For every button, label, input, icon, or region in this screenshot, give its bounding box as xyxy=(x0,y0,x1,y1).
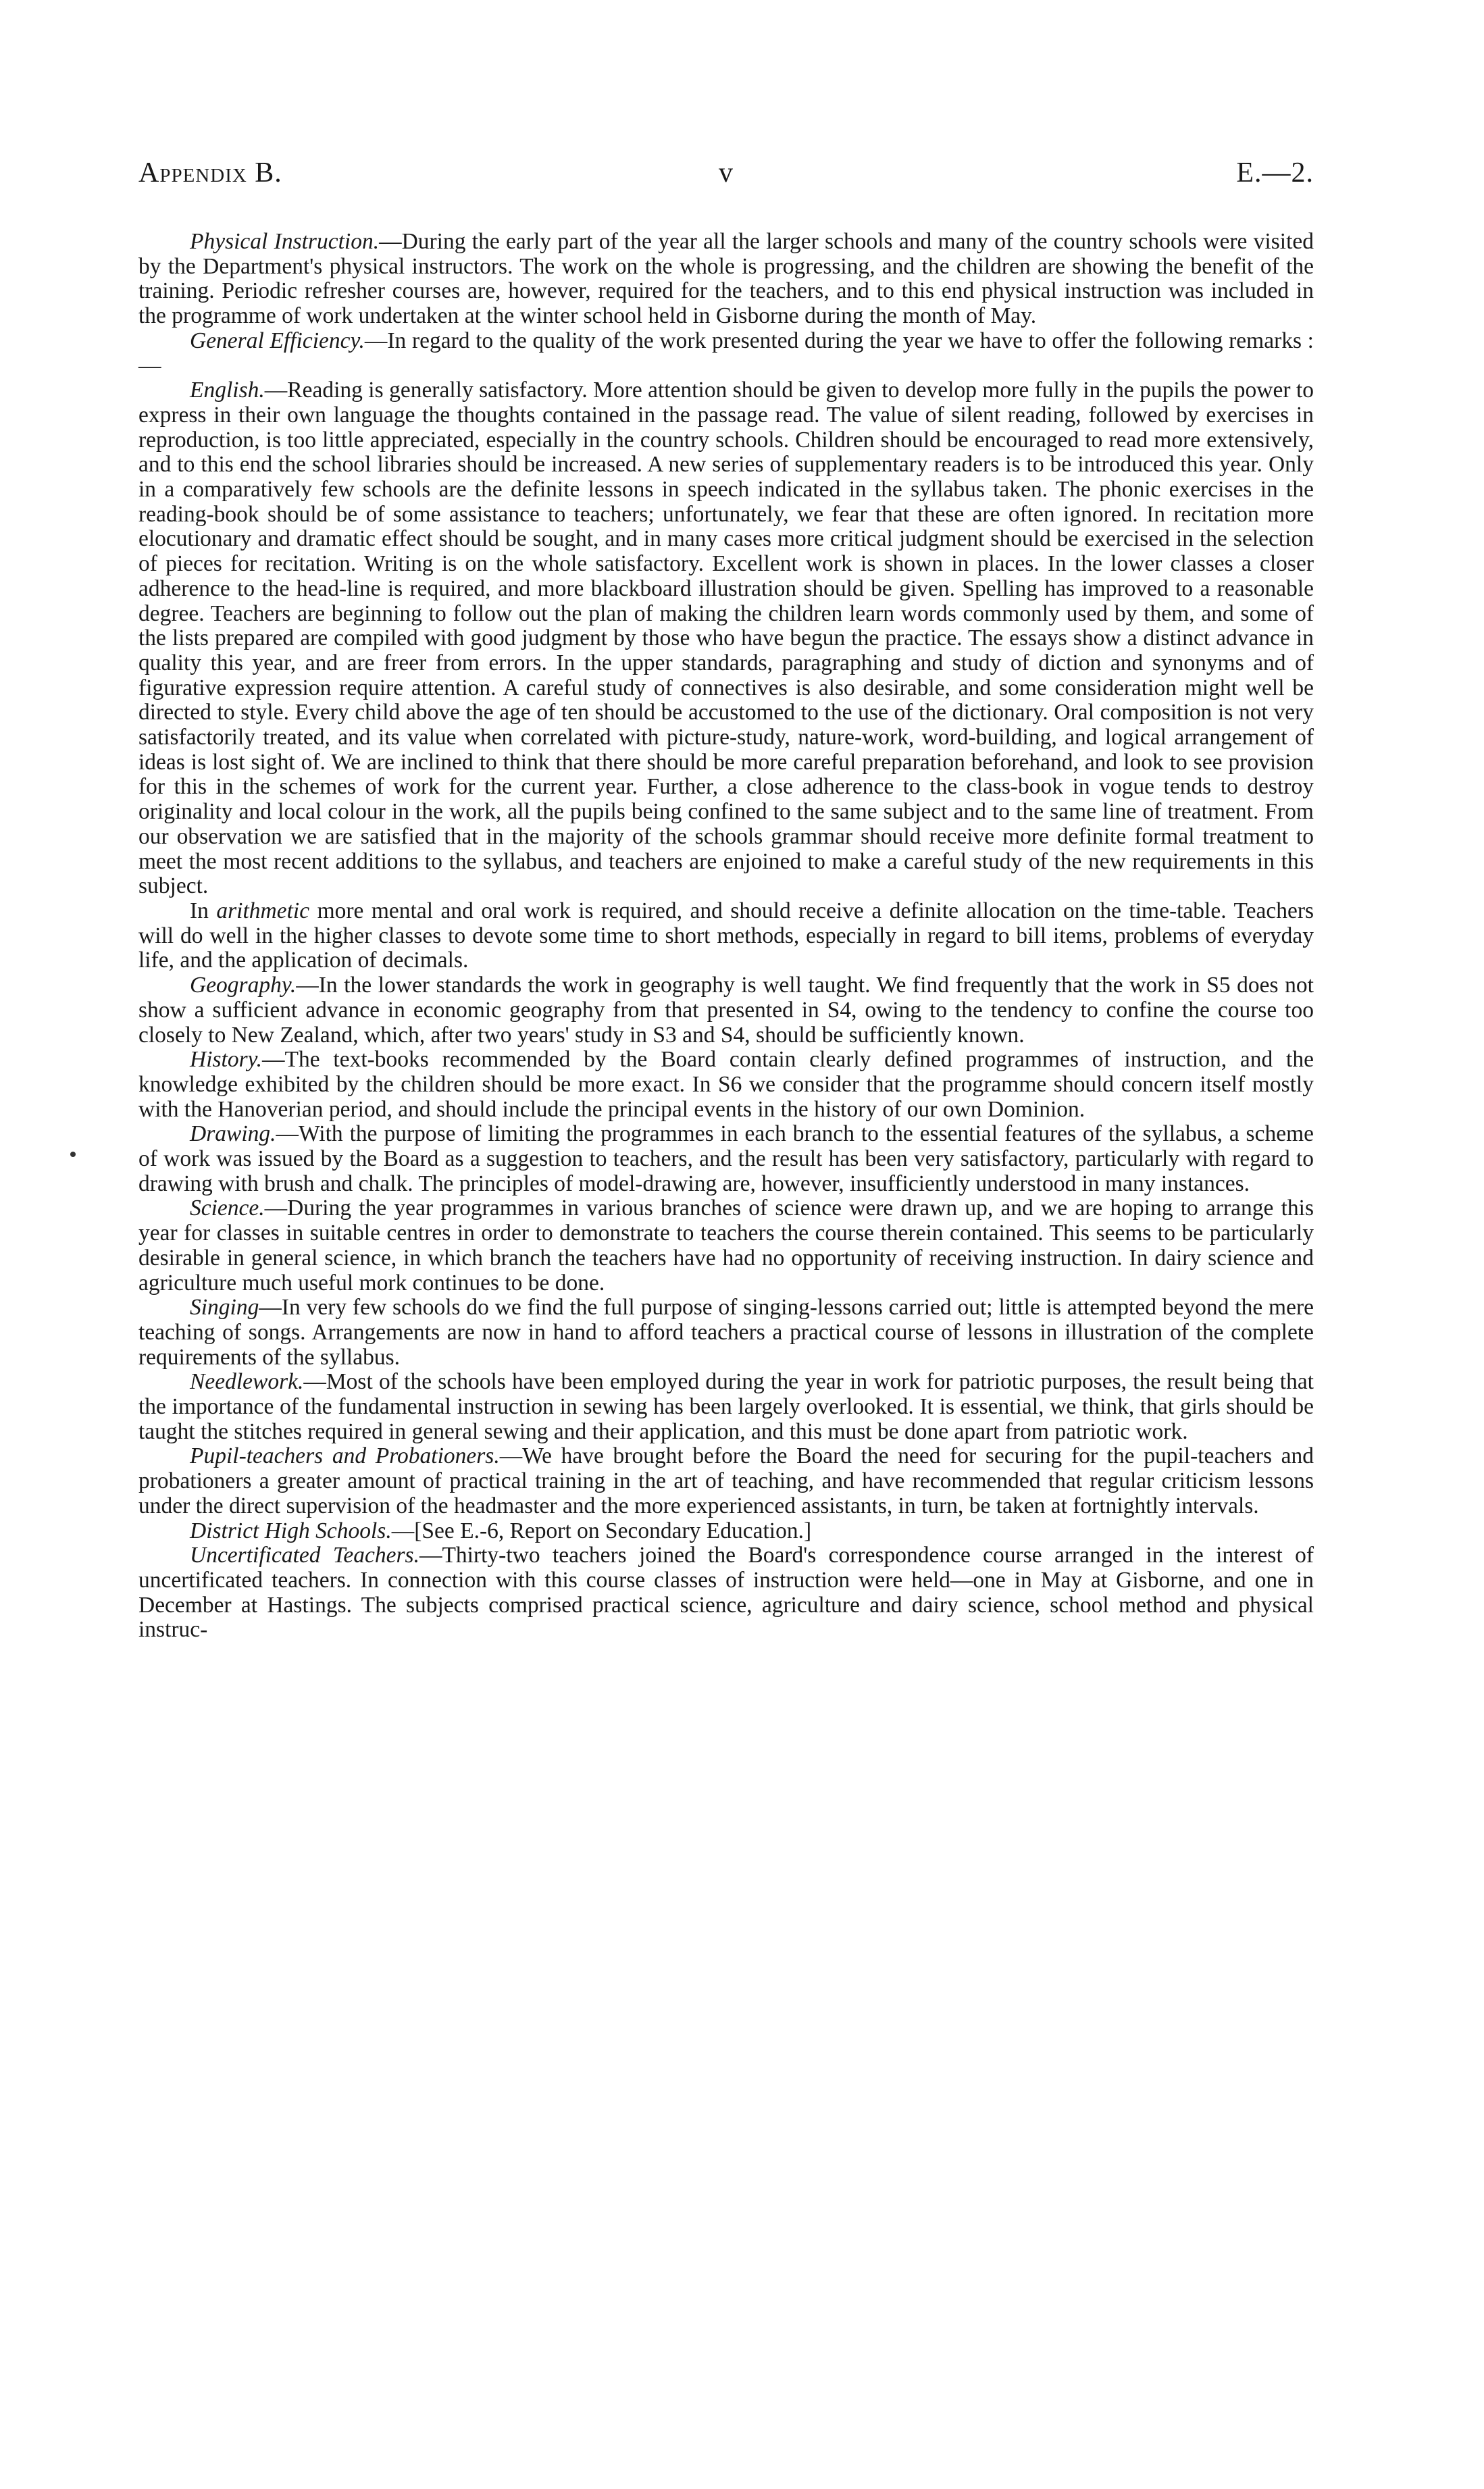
margin-mark xyxy=(70,1152,76,1157)
document-reference: E.—2. xyxy=(1236,157,1314,188)
paragraph-arithmetic xyxy=(138,899,1314,973)
paragraph-heading: District High Schools. xyxy=(190,1518,392,1543)
paragraph-general-efficiency xyxy=(138,329,1314,378)
paragraph-physical-instruction xyxy=(138,230,1314,329)
paragraph-heading: Science. xyxy=(190,1196,265,1221)
paragraph-history xyxy=(138,1048,1314,1122)
paragraph-text: —With the purpose of limiting the programmes in each branch to the essential features of the syllabus, a scheme of work was issued by the Board as a suggestion to teachers, and the result has been very satisfactory, particularly with regard to drawing with brush and chalk. The principles of model-drawing are, however, insufficiently understood in many instances. xyxy=(138,1121,1314,1196)
paragraph-heading: Geography. xyxy=(190,973,297,998)
paragraph-text: —During the year programmes in various branches of science were drawn up, and we are hoping to arrange this year for classes in suitable centres in order to demonstrate to teachers the course therein contained. This seems to be particularly desirable in general science, in which branch the teachers have had no opportunity of receiving instruction. In dairy science and agriculture much useful mork continues to be done. xyxy=(138,1196,1314,1295)
paragraph-heading: General Efficiency. xyxy=(190,328,365,353)
paragraph-district-high-schools xyxy=(138,1519,1314,1544)
paragraph-text: —The text-books recommended by the Board contain clearly defined programmes of instruction, and the knowledge exhibited by the children should be more exact. In S6 we consider that the programme should concern itself mostly with the Hanoverian period, and should include the principal events in the history of our own Dominion. xyxy=(138,1047,1314,1122)
paragraph-heading: History. xyxy=(190,1047,263,1073)
paragraph-geography xyxy=(138,973,1314,1048)
paragraph-prefix: In xyxy=(190,898,217,923)
paragraph-singing xyxy=(138,1295,1314,1370)
paragraph-uncertificated-teachers xyxy=(138,1543,1314,1643)
paragraph-text: —In regard to the quality of the work presented during the year we have to offer the following remarks :— xyxy=(138,328,1314,378)
paragraph-needlework xyxy=(138,1370,1314,1444)
paragraph-heading: Uncertificated Teachers. xyxy=(190,1543,419,1568)
paragraph-heading: Physical Instruction. xyxy=(190,229,380,254)
paragraph-heading: Drawing. xyxy=(190,1121,276,1147)
paragraph-heading: arithmetic xyxy=(216,898,310,923)
paragraph-text: —During the early part of the year all the larger schools and many of the country schools were visited by the Department's physical instructors. The work on the whole is progressing, and the children are showing the benefit of the training. Periodic refresher courses are, however, required for the teachers, and to this end physical instruction was included in the programme of work undertaken at the winter school held in Gisborne during the month of May. xyxy=(138,229,1314,329)
paragraph-heading: Singing xyxy=(190,1295,259,1320)
paragraph-heading: English. xyxy=(190,378,265,403)
appendix-label: Appendix B. xyxy=(138,157,282,188)
report-body xyxy=(138,230,1314,1643)
paragraph-text: —Thirty-two teachers joined the Board's correspondence course arranged in the interest of uncertificated teachers. In connection with this course classes of instruction were held—one in May at Gisborne, and one in December at Hastings. The subjects comprised practical science, agriculture and dairy science, school method and physical instruc- xyxy=(138,1543,1314,1643)
page-number: v xyxy=(719,157,734,188)
paragraph-text: —In the lower standards the work in geography is well taught. We find frequently that the work in S5 does not show a sufficient advance in economic geography from that presented in S4, owing to the tendency to confine the course too closely to New Zealand, which, after two years' study in S3 and S4, should be sufficiently known. xyxy=(138,973,1314,1048)
paragraph-heading: Needlework. xyxy=(190,1369,304,1395)
page-header xyxy=(138,157,1314,197)
paragraph-heading: Pupil-teachers and Probationers. xyxy=(190,1443,500,1469)
paragraph-text: —We have brought before the Board the need for securing for the pupil-teachers and probationers a greater amount of practical training in the art of teaching, and have recommended that regular criticism lessons under the direct supervision of the headmaster and the more experienced assistants, in turn, be taken at fortnightly intervals. xyxy=(138,1443,1314,1518)
paragraph-text: —In very few schools do we find the full purpose of singing-lessons carried out; little is attempted beyond the mere teaching of songs. Arrangements are now in hand to afford teachers a practical course of lessons in illustration of the complete requirements of the syllabus. xyxy=(138,1295,1314,1370)
paragraph-text: —Most of the schools have been employed during the year in work for patriotic purposes, the result being that the importance of the fundamental instruction in sewing has been largely overlooked. It is essential, we think, that girls should be taught the stitches required in general sewing and their application, and this must be done apart from patriotic work. xyxy=(138,1369,1314,1444)
paragraph-pupil-teachers xyxy=(138,1444,1314,1518)
paragraph-drawing xyxy=(138,1122,1314,1196)
paragraph-text: more mental and oral work is required, and should receive a definite allocation on the time-table. Teachers will do well in the higher classes to devote some time to short methods, especially in regard to bill items, problems of everyday life, and the application of decimals. xyxy=(138,898,1314,973)
paragraph-text: —Reading is generally satisfactory. More attention should be given to develop more fully in the pupils the power to express in their own language the thoughts contained in the passage read. The value of silent reading, followed by exercises in reproduction, is too little appreciated, especially in the country schools. Children should be encouraged to read more extensively, and to this end the school libraries should be increased. A new series of supplementary readers is to be introduced this year. Only in a comparatively few schools are the definite lessons in speech indicated in the syllabus taken. The phonic exercises in the reading-book should be of some assistance to teachers; unfortunately, we fear that these are often ignored. In recitation more elocutionary and dramatic effect should be sought, and in many cases more critical judgment should be exercised in the selection of pieces for recitation. Writing is on the whole satisfactory. Excellent work is shown in places. In the lower classes a closer adherence to the head-line is required, and more blackboard illustration should be given. Spelling has improved to a reasonable degree. Teachers are beginning to follow out the plan of making the children learn words commonly used by them, and some of the lists prepared are compiled with good judgment by those who have begun the practice. The essays show a distinct advance in quality this year, and are freer from errors. In the upper standards, paragraphing and study of diction and synonyms and of figurative expression require attention. A careful study of connectives is also desirable, and some consideration might well be directed to style. Every child above the age of ten should be accustomed to the use of the dictionary. Oral composition is not very satisfactorily treated, and its value when correlated with picture-study, nature-work, word-building, and logical arrangement of ideas is lost sight of. We are inclined to think that there should be more careful preparation beforehand, and look to see provision for this in the schemes of work for the current year. Further, a close adherence to the class-book in vogue tends to destroy originality and local colour in the work, all the pupils being confined to the same subject and to the same line of treatment. From our observation we are satisfied that in the majority of the schools grammar should receive more definite formal treatment to meet the most recent additions to the syllabus, and teachers are enjoined to make a careful study of the new requirements in this subject. xyxy=(138,378,1314,899)
paragraph-science xyxy=(138,1196,1314,1295)
paragraph-text: —[See E.-6, Report on Secondary Education.] xyxy=(391,1518,812,1543)
paragraph-english xyxy=(138,378,1314,899)
